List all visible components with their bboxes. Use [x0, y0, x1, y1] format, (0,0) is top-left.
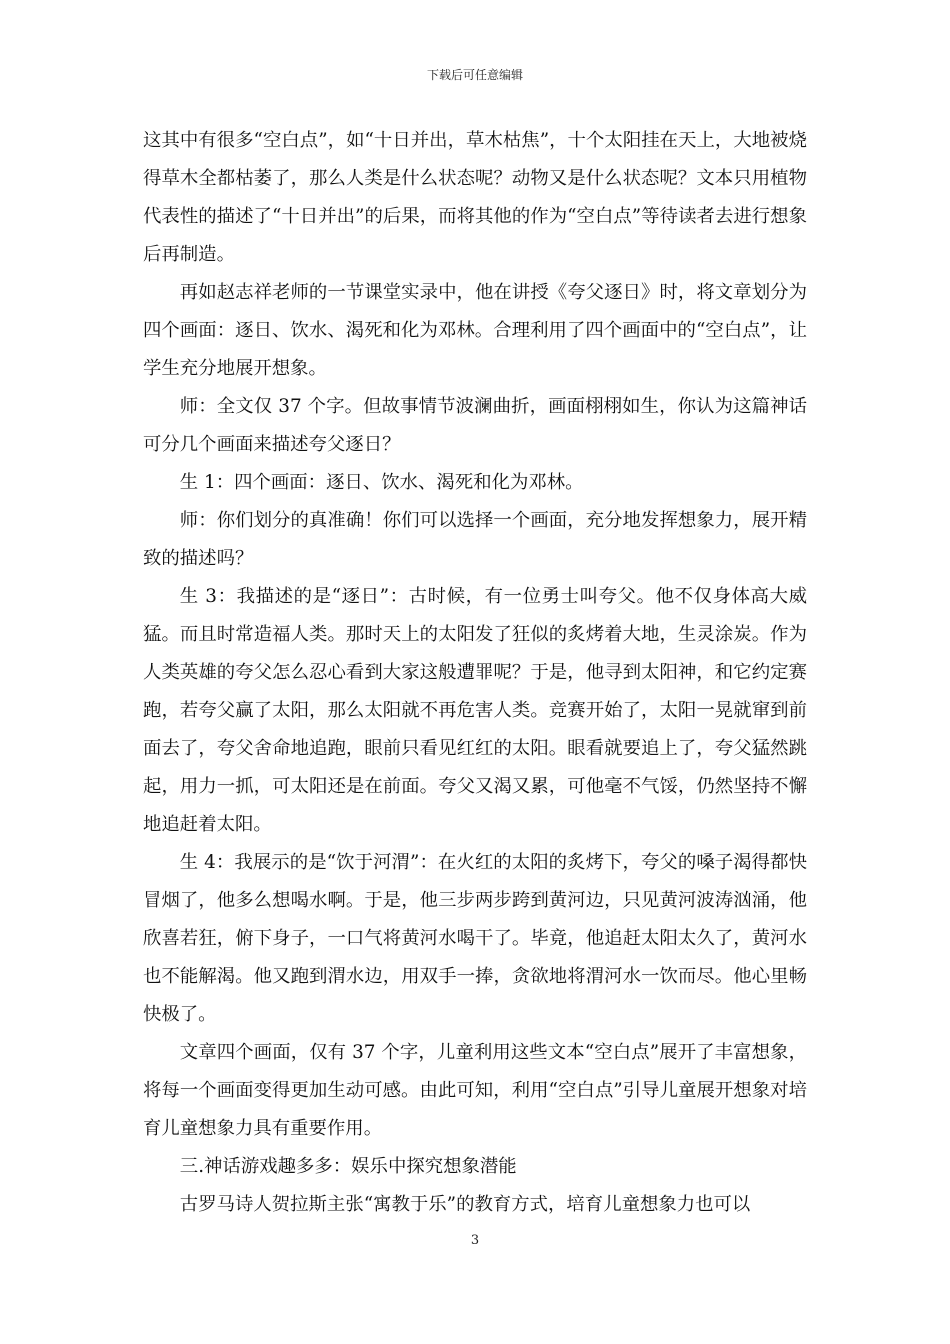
paragraph-zhao-lesson: 再如赵志祥老师的一节课堂实录中，他在讲授《夸父逐日》时，将文章划分为四个画面：逐日、饮水、渴死和化为邓林。合理利用了四个画面中的“空白点”，让学生充分地展开想象。: [143, 282, 807, 379]
page-header: 下载后可任意编辑: [426, 68, 523, 82]
paragraph-conclusion: 文章四个画面，仅有 37 个字，儿童利用这些文本“空白点”展开了丰富想象，将每一个画面变得更加生动可感。由此可知，利用“空白点”引导儿童展开想象对培育儿童想象力具有重要作用。: [143, 1042, 807, 1139]
section-heading-myth-games: 三.神话游戏趣多多：娱乐中探究想象潜能: [179, 1156, 517, 1177]
paragraph-student-4: 生 4：我展示的是“饮于河渭”：在火红的太阳的炙烤下，夸父的嗓子渴得都快冒烟了，他多么想喝水啊。于是，他三步两步跨到黄河边，只见黄河波涛汹涌，他欣喜若狂，俯下身子，一口气将黄河水喝干了。毕竟，他追赶太阳太久了，黄河水也不能解渴。他又跑到渭水边，用双手一捧，贪欲地将渭河水一饮而尽。他心里畅快极了。: [143, 852, 807, 1025]
paragraph-teacher-question-2: 师：你们划分的真准确！你们可以选择一个画面，充分地发挥想象力，展开精致的描述吗？: [143, 510, 807, 569]
paragraph-blank-points-intro: 这其中有很多“空白点”，如“十日并出，草木枯焦”，十个太阳挂在天上，大地被烧得草木全都枯萎了，那么人类是什么状态呢？动物又是什么状态呢？文本只用植物代表性的描述了“十日并出”的后果，而将其他的作为“空白点”等待读者去进行想象后再制造。: [143, 130, 807, 265]
paragraph-student-3: 生 3：我描述的是“逐日”：古时候，有一位勇士叫夸父。他不仅身体高大威猛。而且时常造福人类。那时天上的太阳发了狂似的炙烤着大地，生灵涂炭。作为人类英雄的夸父怎么忍心看到大家这般遭罪呢？于是，他寻到太阳神，和它约定赛跑，若夸父赢了太阳，那么太阳就不再危害人类。竞赛开始了，太阳一晃就窜到前面去了，夸父舍命地追跑，眼前只看见红红的太阳。眼看就要追上了，夸父猛然跳起，用力一抓，可太阳还是在前面。夸父又渴又累，可他毫不气馁，仍然坚持不懈地追赶着太阳。: [143, 586, 807, 835]
paragraph-student-1: 生 1：四个画面：逐日、饮水、渴死和化为邓林。: [179, 472, 584, 493]
page-number: 3: [470, 1233, 480, 1248]
paragraph-horace: 古罗马诗人贺拉斯主张“寓教于乐”的教育方式，培育儿童想象力也可以: [179, 1194, 751, 1215]
document-body: [143, 122, 807, 1224]
paragraph-teacher-question-1: 师：全文仅 37 个字。但故事情节波澜曲折，画面栩栩如生，你认为这篇神话可分几个画面来描述夸父逐日？: [143, 396, 807, 455]
